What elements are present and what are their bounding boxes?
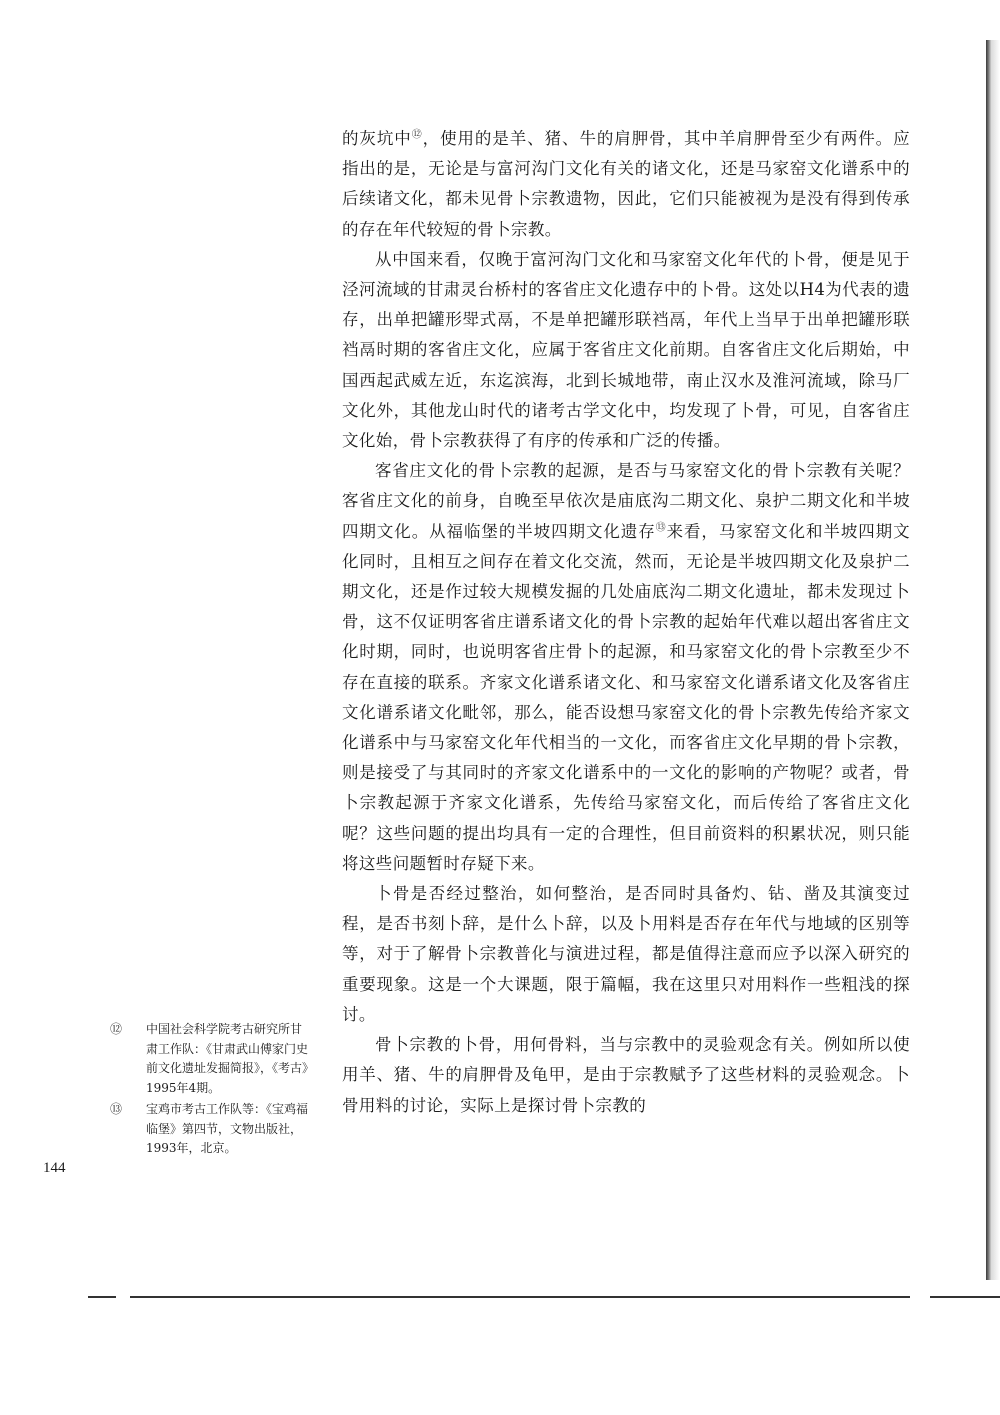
footnote-ref-13[interactable]: ⑬: [655, 522, 667, 534]
footnote-13-text: 宝鸡市考古工作队等：《宝鸡福临堡》第四节，文物出版社，1993年，北京。: [146, 1102, 309, 1155]
footnote-12: [110, 1020, 310, 1098]
footnote-12-text: 中国社会科学院考古研究所甘肃工作队：《甘肃武山傅家门史前文化遗址发掘简报》，《考古》1995年4期。: [146, 1022, 309, 1095]
paragraph-1: [342, 124, 910, 245]
bottom-rule-segment: [130, 1296, 910, 1298]
main-text: [342, 124, 910, 1121]
bottom-rule-segment: [88, 1296, 116, 1298]
paragraph-2: 从中国来看，仅晚于富河沟门文化和马家窑文化年代的卜骨，便是见于泾河流域的甘肃灵台桥村的客省庄文化遗存中的卜骨。这处以H4为代表的遗存，出单把罐形斝式鬲，不是单把罐形联裆鬲，年代上当早于出单把罐形联裆鬲时期的客省庄文化，应属于客省庄文化前期。自客省庄文化后期始，中国西起武威左近，东迄滨海，北到长城地带，南止汉水及淮河流域，除马厂文化外，其他龙山时代的诸考古学文化中，均发现了卜骨，可见，自客省庄文化始，骨卜宗教获得了有序的传承和广泛的传播。: [342, 249, 910, 451]
footnote-12-mark: ⑫: [110, 1022, 123, 1036]
paragraph-3-text: 客省庄文化的骨卜宗教的起源，是否与马家窑文化的骨卜宗教有关呢？客省庄文化的前身，自晚至早依次是庙底沟二期文化、泉护二期文化和半坡四期文化。从福临堡的半坡四期文化遗存: [342, 461, 910, 541]
footnote-13-mark: ⑬: [110, 1102, 123, 1116]
footnote-ref-12[interactable]: ⑫: [411, 129, 423, 141]
paragraph-3: [342, 456, 910, 879]
footnotes: [110, 1020, 310, 1161]
bottom-rule-segment: [930, 1296, 1000, 1298]
paragraph-3-text-cont: 来看，马家窑文化和半坡四期文化同时，且相互之间存在着文化交流，然而，无论是半坡四期文化及泉护二期文化，还是作过较大规模发掘的几处庙底沟二期文化遗址，都未发现过卜骨，这不仅证明客省庄谱系诸文化的骨卜宗教的起始年代难以超出客省庄文化时期，同时，也说明客省庄骨卜的起源，和马家窑文化的骨卜宗教至少不存在直接的联系。齐家文化谱系诸文化、和马家窑文化谱系诸文化及客省庄文化谱系诸文化毗邻，那么，能否设想马家窑文化的骨卜宗教先传给齐家文化谱系中与马家窑文化年代相当的一文化，而客省庄文化早期的骨卜宗教，则是接受了与其同时的齐家文化谱系中的一文化的影响的产物呢？或者，骨卜宗教起源于齐家文化谱系，先传给马家窑文化，而后传给了客省庄文化呢？这些问题的提出均具有一定的合理性，但目前资料的积累状况，则只能将这些问题暂时存疑下来。: [342, 521, 910, 873]
page-number: 144: [43, 1160, 66, 1176]
binding-edge-shadow: [991, 40, 1000, 1280]
paragraph-4: 卜骨是否经过整治，如何整治，是否同时具备灼、钻、凿及其演变过程，是否书刻卜辞，是什么卜辞，以及卜用料是否存在年代与地域的区别等等，对于了解骨卜宗教普化与演进过程，都是值得注意而应予以深入研究的重要现象。这是一个大课题，限于篇幅，我在这里只对用料作一些粗浅的探讨。: [342, 884, 910, 1024]
paragraph-1-text-cont: ，使用的是羊、猪、牛的肩胛骨，其中羊肩胛骨至少有两件。应指出的是，无论是与富河沟门文化有关的诸文化，还是马家窑文化谱系中的后续诸文化，都未见骨卜宗教遗物，因此，它们只能被视为是没有得到传承的存在年代较短的骨卜宗教。: [342, 129, 910, 239]
bottom-rule: [88, 1296, 1000, 1298]
footnote-13: [110, 1100, 310, 1159]
paragraph-5: 骨卜宗教的卜骨，用何骨料，当与宗教中的灵验观念有关。例如所以使用羊、猪、牛的肩胛骨及龟甲，是由于宗教赋予了这些材料的灵验观念。卜骨用料的讨论，实际上是探讨骨卜宗教的: [342, 1035, 910, 1115]
paragraph-1-text: 的灰坑中: [342, 129, 412, 148]
